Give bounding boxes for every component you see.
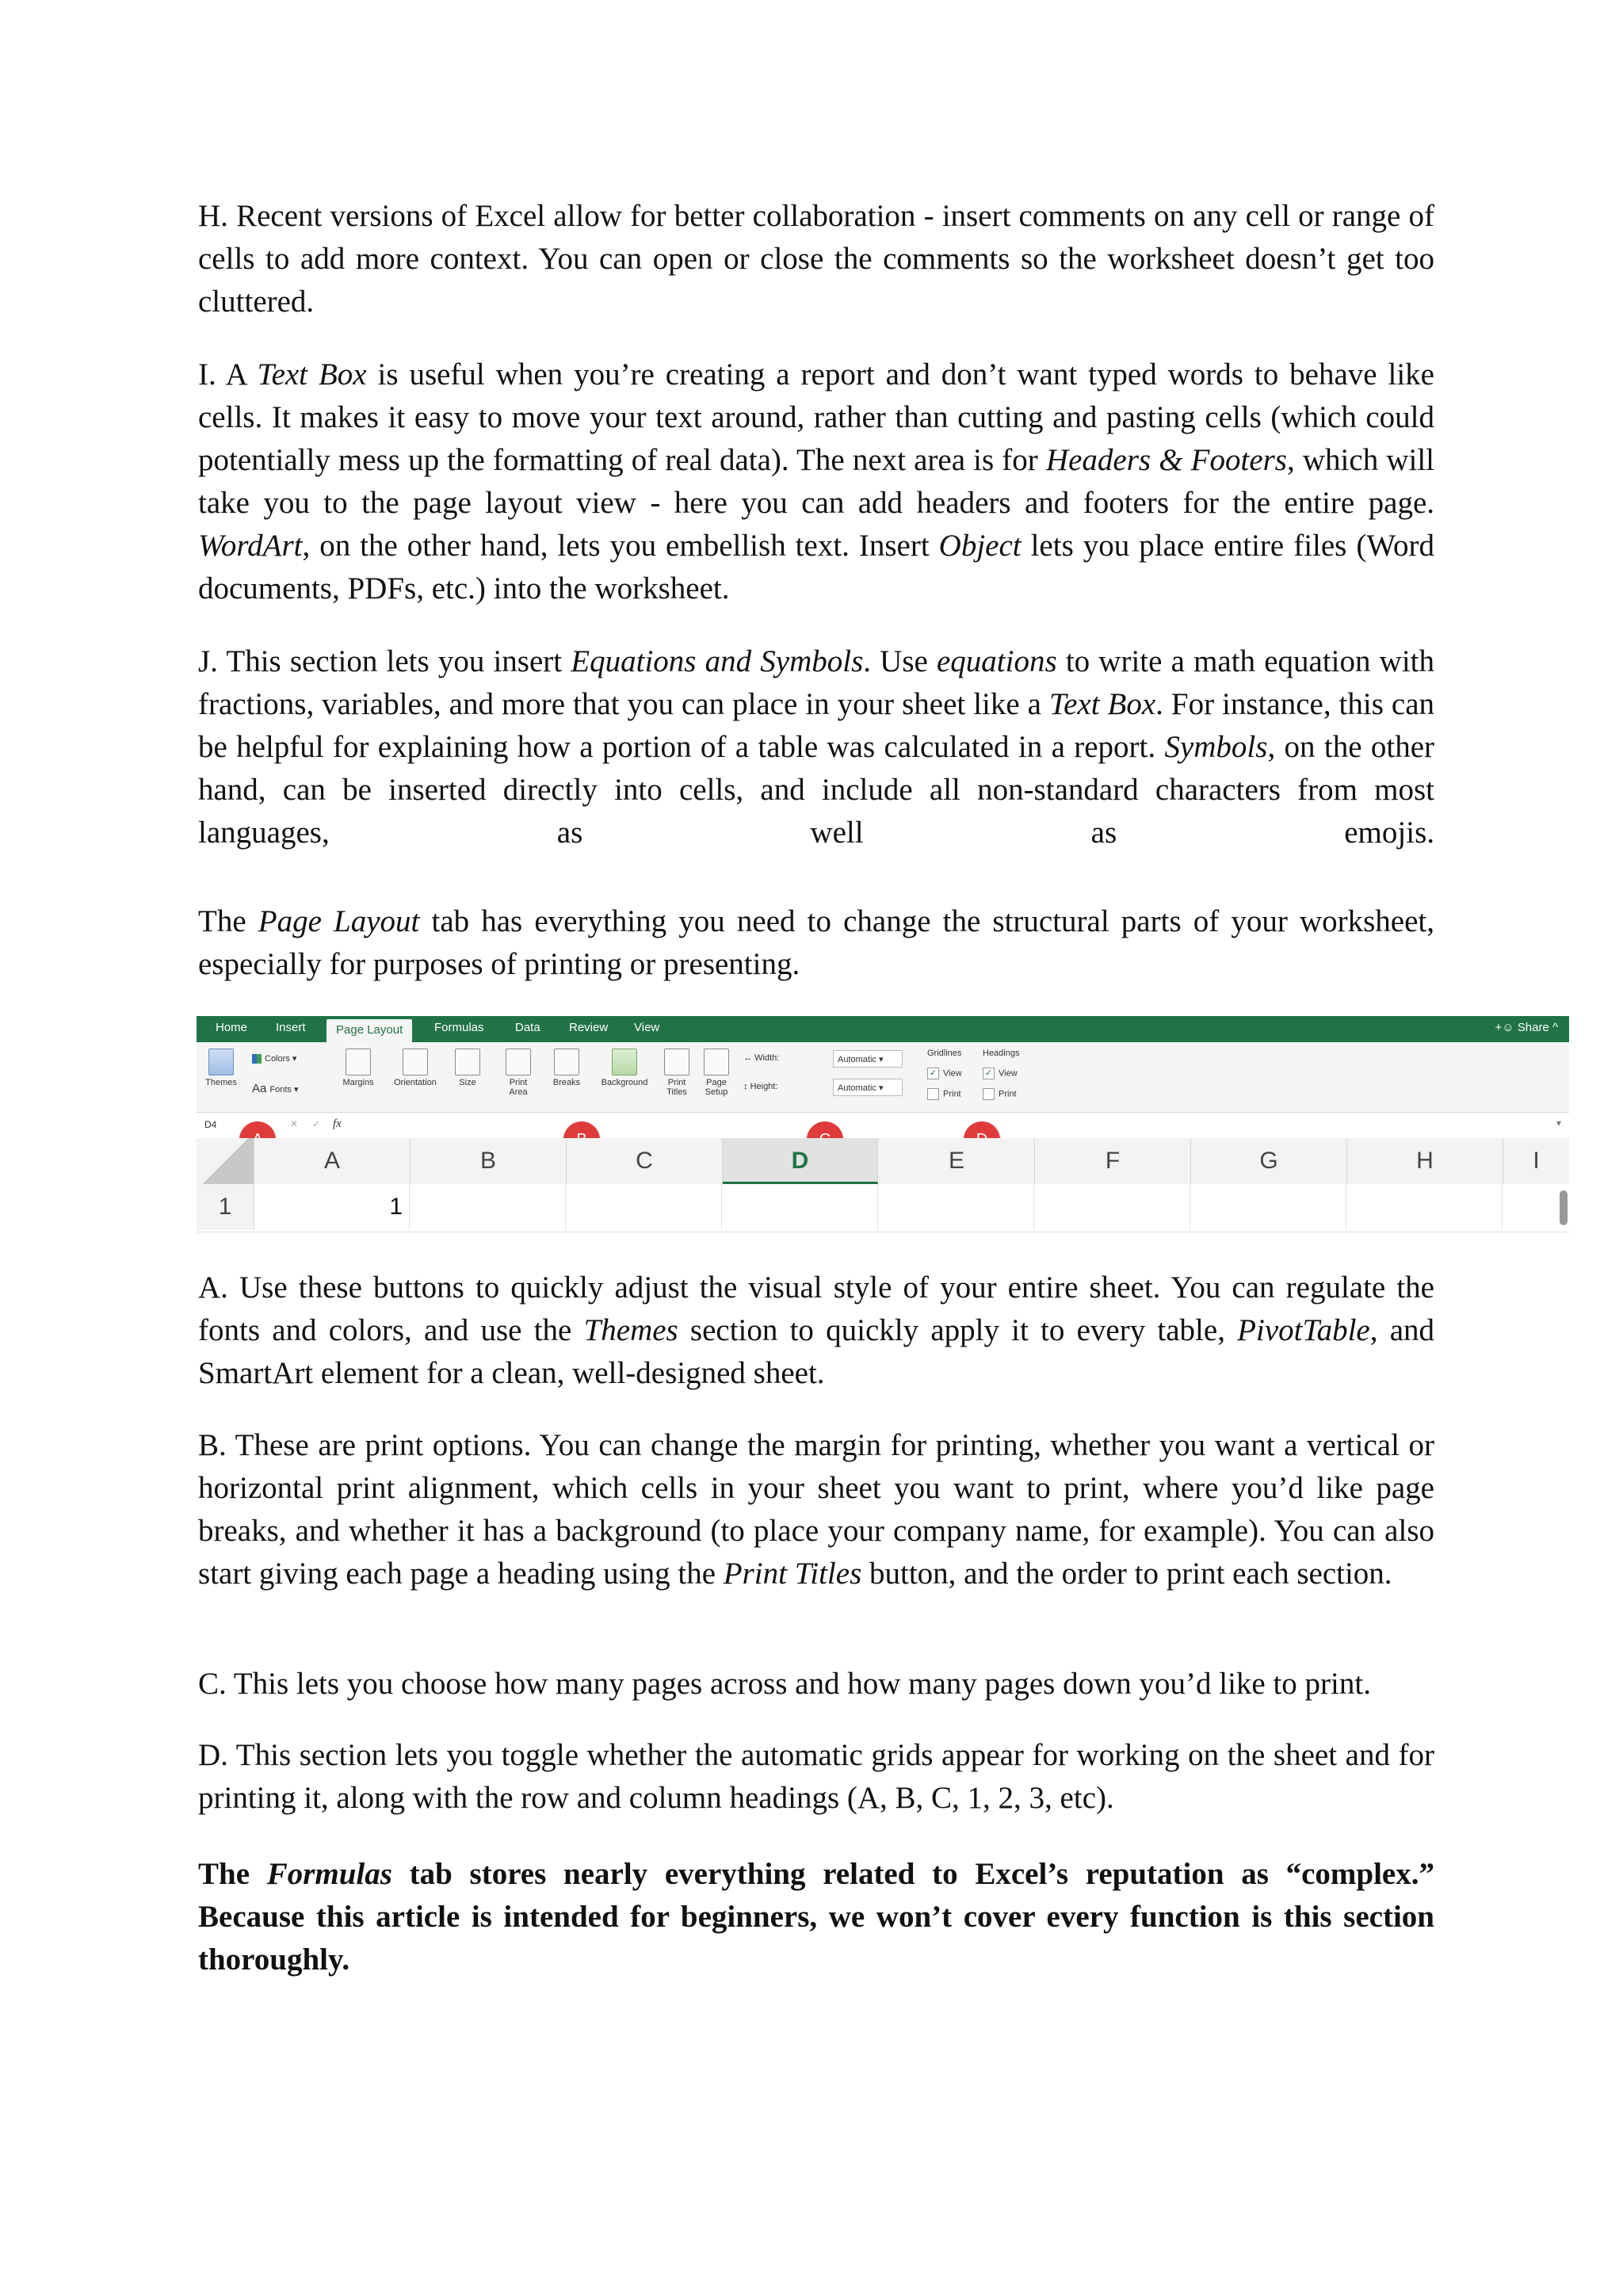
checkbox-icon [983,1088,995,1100]
emphasis-themes: Themes [583,1313,678,1347]
paragraph-j [198,640,1434,854]
column-header-f[interactable]: F [1035,1138,1191,1184]
orientation-label: Orientation [394,1078,437,1087]
column-header-b[interactable]: B [411,1138,567,1184]
themes-icon [208,1049,234,1075]
paragraph-b [198,1424,1434,1595]
name-box[interactable]: D4 [204,1119,217,1130]
text-run: , on the other hand, lets you embellish text. Insert [302,529,939,563]
cell-g1[interactable] [1191,1184,1346,1230]
emphasis-wordart: WordArt [198,529,303,563]
print-titles-icon [664,1049,689,1075]
themes-label: Themes [205,1078,237,1087]
paragraph-formulas [198,1853,1434,1981]
cancel-icon[interactable]: ✕ [290,1118,299,1129]
tab-formulas[interactable]: Formulas [434,1021,484,1034]
margins-button[interactable] [338,1049,379,1087]
chevron-up-icon: ^ [1552,1021,1558,1034]
print-area-icon [506,1049,531,1075]
headings-heading: Headings [983,1049,1020,1058]
column-header-g[interactable]: G [1191,1138,1347,1184]
add-person-icon: +☺ [1495,1021,1518,1034]
column-header-h[interactable]: H [1347,1138,1503,1184]
formula-bar [197,1113,1569,1139]
function-icon[interactable]: fx [333,1117,342,1130]
select-all-corner[interactable] [197,1138,254,1184]
page-setup-icon [704,1049,729,1075]
cell-h1[interactable] [1347,1184,1503,1230]
background-button[interactable] [593,1049,656,1087]
checkbox-label: Print [999,1089,1017,1099]
colors-icon [252,1054,262,1064]
emphasis-object: Object [938,529,1022,563]
fonts-icon: Aa [252,1082,267,1095]
table-row [197,1184,1569,1230]
text-run: , and SmartArt element for a clean, well-designed sheet. [198,1313,1435,1390]
breaks-icon [554,1049,579,1075]
headings-view-checkbox[interactable] [983,1068,1018,1079]
breaks-label: Breaks [552,1078,581,1087]
gridlines-print-checkbox[interactable] [927,1088,961,1100]
fonts-label: Fonts [269,1085,292,1095]
text-run: . For instance, this can be helpful for explaining how a portion of a table was calculated in a report. [198,687,1435,764]
print-area-label: Print Area [509,1078,528,1097]
paragraph-a [198,1266,1434,1395]
width-label-text: Width: [754,1053,780,1063]
text-run: The [198,1857,267,1891]
colors-button[interactable] [252,1053,296,1064]
paragraph-d: D. This section lets you toggle whether the automatic grids appear for working on the sheet and for printing it, along with the row and column headings (A, B, C, 1, 2, 3, etc). [198,1738,1434,1815]
tab-review[interactable]: Review [569,1021,609,1034]
cell-a1[interactable]: 1 [254,1184,410,1230]
height-label [743,1082,777,1091]
chevron-down-icon: ▾ [293,1085,299,1095]
tab-home[interactable]: Home [216,1021,248,1034]
size-button[interactable] [450,1049,485,1087]
vertical-scrollbar[interactable] [1560,1190,1568,1225]
column-header-e[interactable]: E [879,1138,1035,1184]
gridlines-heading: Gridlines [927,1049,962,1058]
chevron-down-icon[interactable]: ▾ [1556,1117,1561,1129]
tab-data[interactable]: Data [515,1021,540,1034]
column-header-c[interactable]: C [567,1138,723,1184]
width-label [743,1053,779,1063]
cell-b1[interactable] [411,1184,566,1230]
size-label: Size [459,1078,476,1087]
text-run: . Use [863,644,937,678]
text-run: button, and the order to print each section. [861,1557,1392,1591]
width-select[interactable] [833,1050,903,1068]
checkbox-icon [927,1088,939,1100]
themes-button[interactable] [204,1049,238,1087]
checkbox-label: View [999,1068,1018,1079]
text-run: I. A [198,357,258,392]
text-run: , which will take you to the page layout view - here you can add headers and footers for the entire page. [198,443,1434,520]
print-area-button[interactable] [496,1049,540,1097]
cell-c1[interactable] [567,1184,722,1230]
height-select-value: Automatic [838,1083,876,1093]
paragraph-i [198,353,1434,610]
paragraph-c: C. This lets you choose how many pages across and how many pages down you’d like to print. [198,1667,1371,1701]
emphasis-text-box: Text Box [257,357,367,392]
text-run: tab stores nearly everything related to Excel’s reputation as “complex.” Because this article is intended for beginners, we won’t cover every function is this section thoroughly. [198,1857,1434,1977]
paragraph-h: H. Recent versions of Excel allow for better collaboration - insert comments on any cell or range of cells to add more context. You can open or close the comments so the worksheet doesn’t get too cluttered. [198,199,1434,319]
margins-label: Margins [342,1078,374,1087]
emphasis-page-layout: Page Layout [258,904,420,938]
checkmark-icon: ✓ [983,1068,995,1079]
height-icon: ↕ [743,1082,750,1091]
breaks-button[interactable] [545,1049,588,1087]
emphasis-text-box: Text Box [1048,687,1156,721]
cell-e1[interactable] [879,1184,1034,1230]
text-run: A. Use these buttons to quickly adjust the visual style of your entire sheet. You can regulate the fonts and colors, and use the [198,1270,1434,1347]
background-icon [612,1049,637,1075]
height-label-text: Height: [750,1082,778,1091]
background-label: Background [601,1078,648,1087]
column-header-a[interactable]: A [254,1138,411,1184]
print-titles-button[interactable] [658,1049,696,1097]
chevron-down-icon: ▾ [878,1055,884,1064]
checkmark-icon: ✓ [927,1068,939,1079]
margins-icon [346,1049,371,1075]
page-setup-button[interactable] [697,1049,735,1097]
column-header-i[interactable]: I [1533,1148,1540,1174]
page-setup-label: Page Setup [705,1078,728,1097]
orientation-icon [403,1049,428,1075]
column-header-d[interactable]: D [723,1138,878,1184]
tab-insert[interactable]: Insert [276,1021,306,1034]
row-header-1[interactable]: 1 [197,1184,254,1230]
text-run: B. These are print options. You can change the margin for printing, whether you want a vertical or horizontal print alignment, which cells in your sheet you want to print, where you’d like page breaks, and whether it has a background (to place your company name, for example). You can also start giving each page a heading using the [198,1428,1434,1591]
height-select[interactable] [833,1079,903,1096]
confirm-icon[interactable]: ✓ [312,1118,321,1129]
emphasis-pivottable: PivotTable [1237,1313,1370,1347]
emphasis-symbols: Symbols [1164,730,1268,764]
share-button[interactable] [1495,1021,1559,1034]
chevron-down-icon: ▾ [878,1083,884,1093]
ribbon-tab-bar [197,1016,1569,1042]
excel-screenshot [197,1016,1569,1232]
share-label: Share [1517,1021,1549,1034]
paragraph-page-layout [198,900,1434,986]
cell-d1[interactable] [723,1184,878,1230]
size-icon [455,1049,480,1075]
width-icon: ↔ [743,1053,755,1063]
width-select-value: Automatic [838,1055,876,1064]
orientation-button[interactable] [385,1049,445,1087]
text-run: J. This section lets you insert [198,644,571,678]
emphasis-print-titles: Print Titles [723,1557,862,1591]
checkbox-label: Print [943,1089,961,1099]
gridlines-view-checkbox[interactable] [927,1068,962,1079]
text-run: tab has everything you need to change the structural parts of your worksheet, especially for purposes of printing or presenting. [198,904,1434,981]
text-run: to write a math equation with fractions, variables, and more that you can place in your sheet like a [198,644,1434,721]
page-layout-ribbon [197,1042,1569,1113]
emphasis-equations: equations [936,644,1057,678]
tab-view[interactable]: View [634,1021,660,1034]
chevron-down-icon: ▾ [292,1054,297,1064]
emphasis-headers-footers: Headers & Footers [1045,443,1287,477]
emphasis-formulas: Formulas [266,1857,392,1891]
tab-page-layout[interactable]: Page Layout [327,1019,412,1042]
text-run: section to quickly apply it to every table, [678,1313,1238,1347]
emphasis-equations-symbols: Equations and Symbols [571,644,864,678]
text-run: The [198,904,258,938]
text-run: lets you place entire files (Word documents, PDFs, etc.) into the worksheet. [198,529,1434,606]
headings-print-checkbox[interactable] [983,1088,1017,1100]
print-titles-label: Print Titles [666,1078,687,1097]
text-run: is useful when you’re creating a report and don’t want typed words to behave like cells. It makes it easy to move your text around, rather than cutting and pasting cells (which could potentially mess up the formatting of real data). The next area is for [198,357,1434,477]
checkbox-label: View [943,1068,962,1079]
cell-f1[interactable] [1035,1184,1190,1230]
column-headers [197,1138,1569,1185]
text-run: , on the other hand, can be inserted directly into cells, and include all non-standard characters from most languages, as well as emojis. [198,730,1435,850]
colors-label: Colors [265,1054,290,1064]
fonts-button[interactable] [252,1082,298,1095]
